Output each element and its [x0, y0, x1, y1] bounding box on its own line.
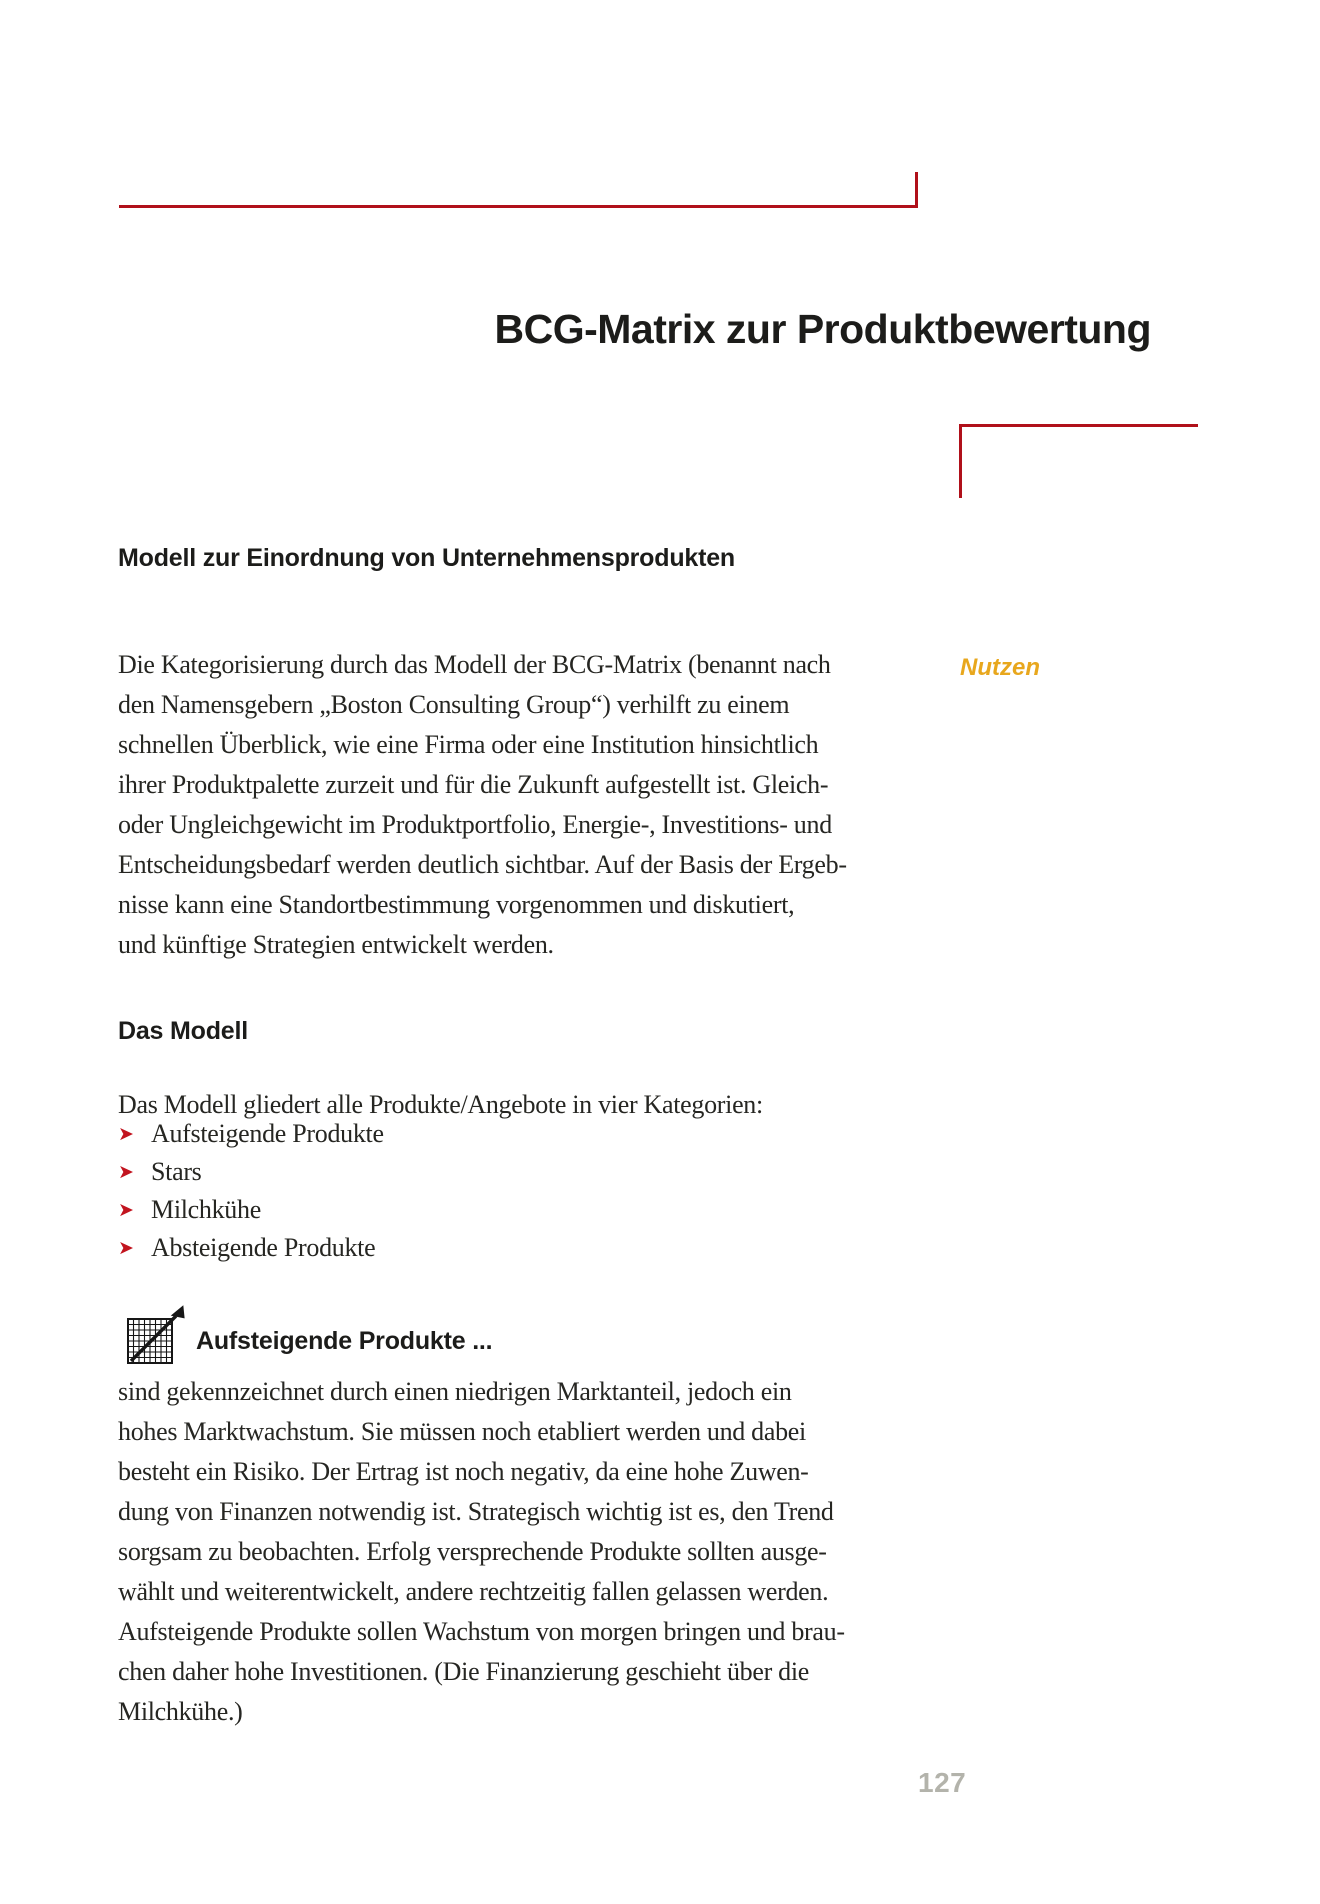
paragraph-line: Entscheidungsbedarf werden deutlich sichtbar. Auf der Basis der Ergeb- — [118, 850, 847, 879]
paragraph-line: Milchkühe.) — [118, 1697, 243, 1726]
arrow-bullet-icon: ➤ — [118, 1237, 134, 1259]
paragraph-line: Die Kategorisierung durch das Modell der BCG-Matrix (benannt nach — [118, 650, 831, 679]
list-item — [118, 1192, 384, 1230]
paragraph-line: nisse kann eine Standortbestimmung vorgenommen und diskutiert, — [118, 890, 795, 919]
rising-heading: Aufsteigende Produkte ... — [196, 1327, 493, 1355]
paragraph-line: dung von Finanzen notwendig ist. Strategisch wichtig ist es, den Trend — [118, 1497, 834, 1526]
corner-bracket — [959, 424, 1198, 498]
intro-heading: Modell zur Einordnung von Unternehmensprodukten — [118, 544, 735, 572]
arrow-bullet-icon: ➤ — [118, 1199, 134, 1221]
margin-note-nutzen: Nutzen — [960, 654, 1040, 681]
list-item — [118, 1154, 384, 1192]
list-item-label: Absteigende Produkte — [151, 1233, 376, 1262]
rising-paragraph — [118, 1372, 845, 1732]
paragraph-line: hohes Marktwachstum. Sie müssen noch etabliert werden und dabei — [118, 1417, 806, 1446]
list-item-label: Aufsteigende Produkte — [151, 1119, 384, 1148]
top-rule-tick — [915, 172, 918, 208]
paragraph-line: sorgsam zu beobachten. Erfolg versprechende Produkte sollten ausge- — [118, 1537, 827, 1566]
list-item-label: Stars — [151, 1157, 202, 1186]
paragraph-line: Das Modell gliedert alle Produkte/Angebote in vier Kategorien: — [118, 1090, 763, 1119]
top-rule-line — [119, 205, 918, 208]
page-title: BCG-Matrix zur Produktbewertung — [494, 306, 1151, 352]
category-list — [118, 1116, 384, 1268]
paragraph-line: und künftige Strategien entwickelt werden. — [118, 930, 554, 959]
list-item — [118, 1116, 384, 1154]
paragraph-line: Aufsteigende Produkte sollen Wachstum von morgen bringen und brau- — [118, 1617, 845, 1646]
paragraph-line: besteht ein Risiko. Der Ertrag ist noch negativ, da eine hohe Zuwen- — [118, 1457, 809, 1486]
paragraph-line: den Namensgebern „Boston Consulting Group“) verhilft zu einem — [118, 690, 790, 719]
model-heading: Das Modell — [118, 1017, 248, 1045]
intro-paragraph — [118, 645, 847, 965]
arrow-bullet-icon: ➤ — [118, 1161, 134, 1183]
page-number: 127 — [918, 1767, 967, 1798]
list-item — [118, 1230, 384, 1268]
paragraph-line: oder Ungleichgewicht im Produktportfolio, Energie-, Investitions- und — [118, 810, 832, 839]
list-item-label: Milchkühe — [151, 1195, 261, 1224]
paragraph-line: wählt und weiterentwickelt, andere rechtzeitig fallen gelassen werden. — [118, 1577, 829, 1606]
paragraph-line: sind gekennzeichnet durch einen niedrigen Marktanteil, jedoch ein — [118, 1377, 792, 1406]
paragraph-line: chen daher hohe Investitionen. (Die Finanzierung geschieht über die — [118, 1657, 810, 1686]
arrow-bullet-icon: ➤ — [118, 1123, 134, 1145]
paragraph-line: ihrer Produktpalette zurzeit und für die Zukunft aufgestellt ist. Gleich- — [118, 770, 829, 799]
growth-chart-icon — [126, 1303, 188, 1365]
paragraph-line: schnellen Überblick, wie eine Firma oder eine Institution hinsichtlich — [118, 730, 819, 759]
